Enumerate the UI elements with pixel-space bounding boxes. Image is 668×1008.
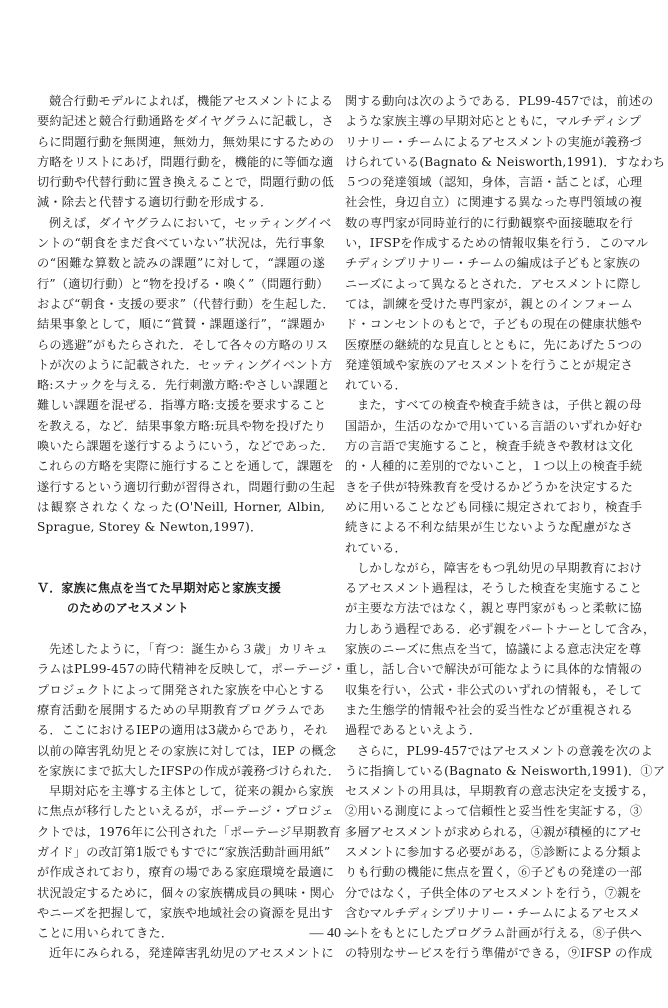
- paragraph-start-line: 競合行動モデルによれば，機能アセスメントによる: [49, 94, 334, 108]
- text-line: 切行動や代替行動に置き換えることで，問題行動の低: [37, 175, 335, 190]
- text-line: 続きによる不利な結果が生じないような配慮がなさ: [345, 520, 633, 535]
- blank-line: [37, 558, 325, 578]
- text-line: 重し，話し合いで解決が可能なように具体的な情報の: [345, 662, 643, 677]
- text-line: 多層アセスメントが求められる，④親が積極的にアセ: [345, 824, 643, 839]
- text-line: トが次のように記載された．セッティングイベント方: [37, 357, 333, 372]
- text-line: ントをもとにしたプログラム計画が行える，⑧子供へ: [345, 926, 643, 941]
- paragraph-start-line: 先述したように，「育つ：誕生から３歳」カリキュ: [49, 642, 328, 657]
- text-line: 含むマルチディシプリナリー・チームによるアセスメ: [345, 905, 641, 920]
- text-line: セスメントの用具は，早期教育の意志決定を支援する，: [345, 784, 655, 799]
- text-line: スメントに参加する必要がある，⑤診断による分類よ: [345, 844, 643, 859]
- text-line: 国語か，生活のなかで用いている言語のいずれか好む: [345, 418, 643, 433]
- text-line: に焦点が移行したといえるが，ポーテージ・プロジェ: [37, 804, 334, 819]
- text-line: ことに用いられてきた．: [37, 926, 174, 941]
- text-line: 喚いたら課題を遂行するようにいう，などであった．: [37, 439, 335, 454]
- text-line: を教える，など．結果事象方略:玩具や物を投げたり: [37, 418, 327, 433]
- text-line: これらの方略を実際に施行することを通して，課題を: [37, 459, 335, 474]
- text-line: けられている(Bagnato & Neisworth,1991)．すなわち: [345, 154, 666, 169]
- text-line: ５つの発達領域（認知，身体，言語・話ことば，心理: [345, 175, 643, 190]
- text-line: めに用いることなども同様に規定されており，検査手: [345, 499, 643, 514]
- section-heading-line: Ｖ．家族に焦点を当てた早期対応と家族支援: [37, 581, 282, 596]
- blank-line: [37, 538, 325, 558]
- right-column: [345, 91, 666, 964]
- paragraph-start-line: しかしながら，障害をもつ乳幼児の早期教育におけ: [357, 560, 642, 575]
- text-line: 方略をリストにあげ，問題行動を，機能的に等価な適: [37, 154, 334, 169]
- text-line: 遂行するという適切行動が習得され，問題行動の生起: [37, 479, 336, 494]
- text-line: ては，訓練を受けた専門家が，親とのインフォーム: [345, 296, 633, 311]
- text-line: および“朝食・支援の要求”（代替行動）を生起した．: [37, 296, 335, 311]
- text-line: 療育活動を展開するための早期教育プログラムであ: [37, 702, 325, 717]
- text-line: ガイド」の改訂第1版でもすでに“家族活動計画用紙”: [37, 844, 331, 859]
- text-line: 発達領域や家族のアセスメントを行うことが規定さ: [345, 357, 633, 372]
- text-line: は観察されなくなった(O'Neill, Horner, Albin,: [37, 499, 325, 514]
- text-line: れている．: [345, 540, 407, 555]
- text-line: ②用いる測度によって信頼性と妥当性を実証する，③: [345, 804, 643, 819]
- text-line: りも行動の機能に焦点を置く，⑥子どもの発達の一部: [345, 865, 643, 880]
- text-line: 行”（適切行動）と“物を投げる・喚く”（問題行動）: [37, 276, 329, 291]
- paragraph-start-line: さらに，PL99-457ではアセスメントの意義を次のよ: [357, 743, 654, 758]
- text-line: 減・除去と代替する適切行動を形成する．: [37, 195, 273, 210]
- text-line: 難しい課題を混ぜる．指導方略:支援を要求すること: [37, 398, 327, 413]
- text-line: リナリー・チームによるアセスメントの実施が義務づ: [345, 134, 642, 149]
- page-number: — 40 —: [309, 926, 359, 941]
- text-line: 方の言語で実施すること，検査手続きや教材は文化: [345, 439, 633, 454]
- text-line: プロジェクトによって開発された家族を中心とする: [37, 682, 325, 697]
- text-line: らの逃避”がもたらされた．そして各々の方略のリス: [37, 337, 329, 352]
- text-line: 過程であるといえよう．: [345, 723, 482, 738]
- text-line: うに指摘している(Bagnato & Neisworth,1991)．①ア: [345, 763, 666, 778]
- text-line: の“困難な算数と読みの課題”に対して，“課題の遂: [37, 256, 325, 271]
- text-line: 略:スナックを与える．先行刺激方略:やさしい課題と: [37, 378, 331, 393]
- text-line: チディシプリナリー・チームの編成は子どもと家族の: [345, 256, 641, 271]
- text-line: クトでは，1976年に公刊された「ポーテージ早期教育: [37, 824, 342, 839]
- text-line: ニーズによって異なるとされた．アセスメントに際し: [345, 276, 642, 291]
- text-line: 要約記述と競合行動通路をダイヤグラムに記載し，さ: [37, 114, 334, 129]
- text-line: 家族のニーズに焦点を当て，協議による意志決定を尊: [345, 642, 642, 657]
- text-line: 状況設定するために，個々の家族構成員の興味・関心: [37, 885, 335, 900]
- text-line: ド・コンセントのもとで，子どもの現在の健康状態や: [345, 317, 643, 332]
- text-line: 以前の障害乳幼児とその家族に対しては，IEP の概念: [37, 743, 337, 758]
- paragraph-start-line: 近年にみられる，発達障害乳幼児のアセスメントに: [49, 946, 334, 961]
- text-line: 関する動向は次のようである．PL99-457では，前述の: [345, 94, 654, 108]
- paragraph-start-line: 早期対応を主導する主体として，従来の親から家族: [49, 784, 334, 799]
- text-line: Sprague, Storey & Newton,1997)．: [37, 520, 263, 535]
- text-line: きを子供が特殊教育を受けるかどうかを決定するた: [345, 479, 633, 494]
- section-heading-line: のためのアセスメント: [67, 601, 189, 616]
- text-line: が主要な方法ではなく，親と専門家がもっと柔軟に協: [345, 601, 643, 616]
- text-line: る．ここにおけるIEPの適用は3歳からであり，それ: [37, 723, 328, 738]
- text-line: の特別なサービスを行う準備ができる，⑨IFSP の作成: [345, 946, 653, 961]
- text-line: るアセスメント過程は，そうした検査を実施すること: [345, 581, 643, 596]
- blank-line: [37, 619, 325, 639]
- text-line: やニーズを把握して，家族や地域社会の資源を見出す: [37, 905, 334, 920]
- text-line: また生態学的情報や社会的妥当性などが重視される: [345, 702, 633, 717]
- text-line: い，IFSPを作成するための情報収集を行う．このマル: [345, 236, 649, 251]
- text-line: れている．: [345, 378, 407, 393]
- text-line: 分ではなく，子供全体のアセスメントを行う，⑦親を: [345, 885, 642, 900]
- text-line: 数の専門家が同時並行的に行動観察や面接聴取を行: [345, 215, 633, 230]
- paragraph-start-line: また，すべての検査や検査手続きは，子供と親の母: [357, 398, 642, 413]
- text-line: ような家族主導の早期対応とともに，マルチディシプ: [345, 114, 642, 129]
- paragraph-start-line: 例えば，ダイヤグラムにおいて，セッティングイベ: [49, 215, 332, 230]
- text-line: が作成されており，療育の場である家庭環境を最適に: [37, 865, 335, 880]
- text-line: ラムはPL99-457の時代精神を反映して，ポーテージ・: [37, 662, 345, 677]
- text-line: 結果事象として，順に“賞賛・課題遂行”，“課題か: [37, 317, 325, 332]
- text-line: 力しあう過程である．必ず親をパートナーとして含み，: [345, 621, 656, 636]
- text-line: を家族にまで拡大したIFSPの作成が義務づけられた．: [37, 763, 341, 778]
- text-line: らに問題行動を無関連，無効力，無効果にするための: [37, 134, 335, 149]
- text-line: 医療歴の継続的な見直しとともに，先にあげた５つの: [345, 337, 643, 352]
- text-line: 的・人種的に差別的でないこと，１つ以上の検査手続: [345, 459, 643, 474]
- text-line: 収集を行い，公式・非公式のいずれの情報も，そして: [345, 682, 643, 697]
- text-line: ントの“朝食をまだ食べていない”状況は，先行事象: [37, 236, 325, 251]
- text-line: 社会性，身辺自立）に関連する異なった専門領域の複: [345, 195, 643, 210]
